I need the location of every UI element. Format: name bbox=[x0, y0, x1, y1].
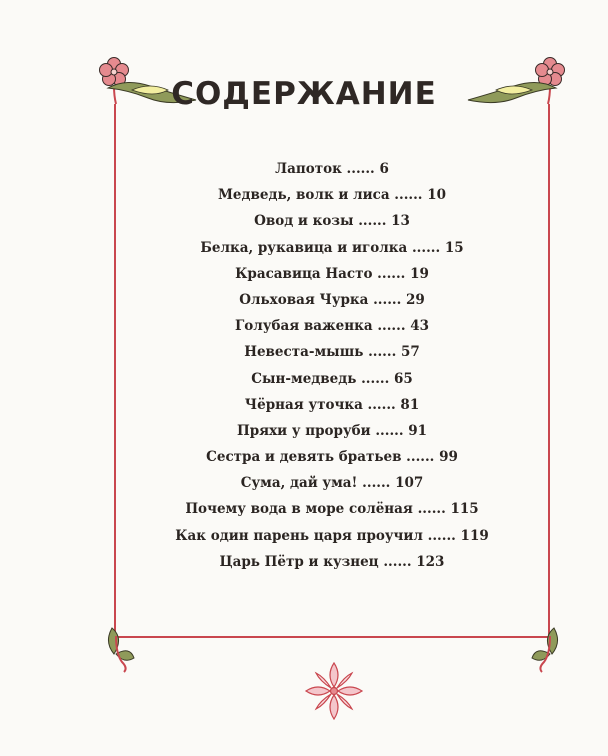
list-item: Пряхи у проруби ...... 91 bbox=[236, 422, 428, 439]
frame-bottom-line bbox=[116, 636, 548, 638]
list-item: Овод и козы ...... 13 bbox=[254, 213, 410, 230]
list-item: Как один парень царя проучил ...... 119 bbox=[175, 527, 489, 544]
list-item: Чёрная уточка ...... 81 bbox=[244, 396, 420, 413]
list-item: Почему вода в море солёная ...... 115 bbox=[185, 501, 479, 518]
list-item: Ольховая Чурка ...... 29 bbox=[239, 291, 425, 308]
bottom-right-ornament bbox=[526, 624, 566, 674]
list-item: Невеста-мышь ...... 57 bbox=[244, 344, 420, 361]
contents-list bbox=[114, 156, 550, 575]
list-item: Сын-медведь ...... 65 bbox=[251, 370, 413, 387]
leaf-icon bbox=[532, 628, 558, 660]
list-item: Царь Пётр и кузнец ...... 123 bbox=[219, 553, 445, 570]
list-item: Сестра и девять братьев ...... 99 bbox=[206, 449, 458, 466]
list-item: Красавица Насто ...... 19 bbox=[235, 265, 429, 282]
pink-flower-icon bbox=[300, 660, 368, 722]
bottom-left-ornament bbox=[100, 624, 140, 674]
list-item: Лапоток ...... 6 bbox=[275, 161, 389, 177]
leaf-icon bbox=[108, 628, 134, 660]
list-item: Белка, рукавица и иголка ...... 15 bbox=[200, 239, 464, 256]
list-item: Медведь, волк и лиса ...... 10 bbox=[217, 187, 446, 204]
page-title: СОДЕРЖАНИЕ bbox=[171, 76, 437, 112]
list-item: Голубая важенка ...... 43 bbox=[234, 318, 430, 335]
list-item: Сума, дай ума! ...... 107 bbox=[240, 475, 424, 492]
